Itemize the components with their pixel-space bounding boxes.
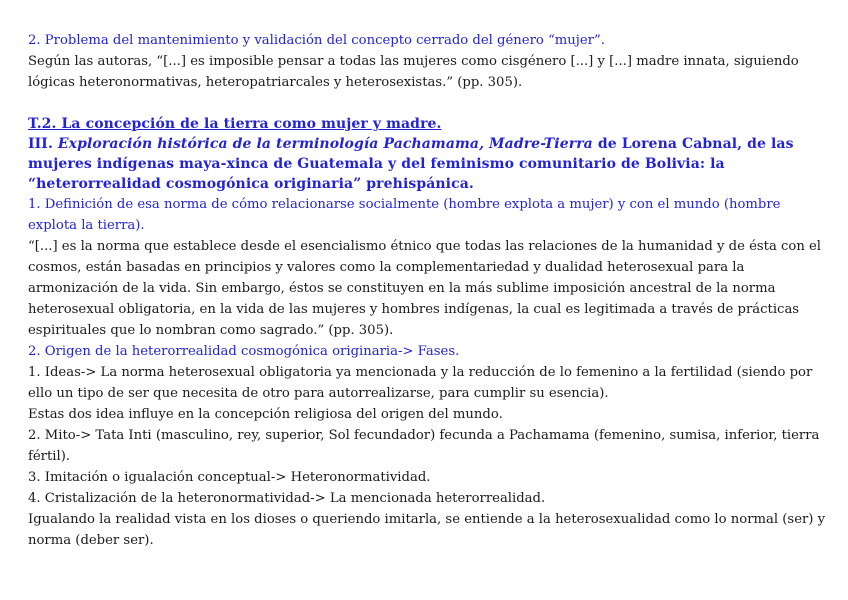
phase-1: 1. Ideas-> La norma heterosexual obligatoria ya mencionada y la reducción de lo femenino a la fertilidad (siendo por ello un tipo de ser que necesita de otro para autorrealizarse, para cumplir su esencia). bbox=[28, 365, 813, 401]
quote-autoras: Según las autoras, “[...] es imposible pensar a todas las mujeres como cisgénero [...] y [...] madre innata, siguiendo lógicas heteronormativas, heteropatriarcales y heterosexistas.” (pp. 305). bbox=[28, 54, 799, 90]
document-page bbox=[28, 30, 828, 551]
point1-quote: “[...] es la norma que establece desde el esencialismo étnico que todas las relaciones de la humanidad y de ésta con el cosmos, están basadas en principios y valores como la complementariedad y dualidad heterosexual para la armonización de la vida. Sin embargo, éstos se constituyen en la más sublime imposición ancestral de la norma heterosexual obligatoria, en la vida de las mujeres y hombres indígenas, la cual es legitimada a través de prácticas espirituales que lo nombran como sagrado.” (pp. 305). bbox=[28, 239, 822, 338]
phase-2: 2. Mito-> Tata Inti (masculino, rey, superior, Sol fecundador) fecunda a Pachamama (femenino, sumisa, inferior, tierra fértil). bbox=[28, 428, 820, 464]
topic-title: T.2. La concepción de la tierra como mujer y madre. bbox=[28, 116, 442, 132]
phase-3: 3. Imitación o igualación conceptual-> Heteronormatividad. bbox=[28, 470, 431, 485]
point1-heading: 1. Definición de esa norma de cómo relacionarse socialmente (hombre explota a mujer) y con el mundo (hombre explota la tierra). bbox=[28, 197, 781, 233]
section-heading-problema: 2. Problema del mantenimiento y validación del concepto cerrado del género “mujer”. bbox=[28, 33, 605, 48]
subtopic-heading bbox=[28, 134, 828, 194]
subtopic-rest: de Lorena Cabnal, de las mujeres indígenas maya-xinca de Guatemala y del feminismo comunitario de Bolivia: la “heterorrealidad cosmogónica originaria” prehispánica. bbox=[28, 136, 794, 192]
subtopic-prefix: III. bbox=[28, 136, 58, 152]
point2-heading: 2. Origen de la heterorrealidad cosmogónica originaria-> Fases. bbox=[28, 344, 460, 359]
conclusion: Igualando la realidad vista en los dioses o queriendo imitarla, se entiende a la heterosexualidad como lo normal (ser) y norma (deber ser). bbox=[28, 512, 826, 548]
phase-4: 4. Cristalización de la heteronormatividad-> La mencionada heterorrealidad. bbox=[28, 491, 546, 506]
spacer bbox=[28, 93, 828, 114]
subtopic-italic-title: Exploración histórica de la terminología Pachamama, Madre-Tierra bbox=[57, 136, 593, 152]
phase-1-note: Estas dos idea influye en la concepción religiosa del origen del mundo. bbox=[28, 407, 503, 422]
